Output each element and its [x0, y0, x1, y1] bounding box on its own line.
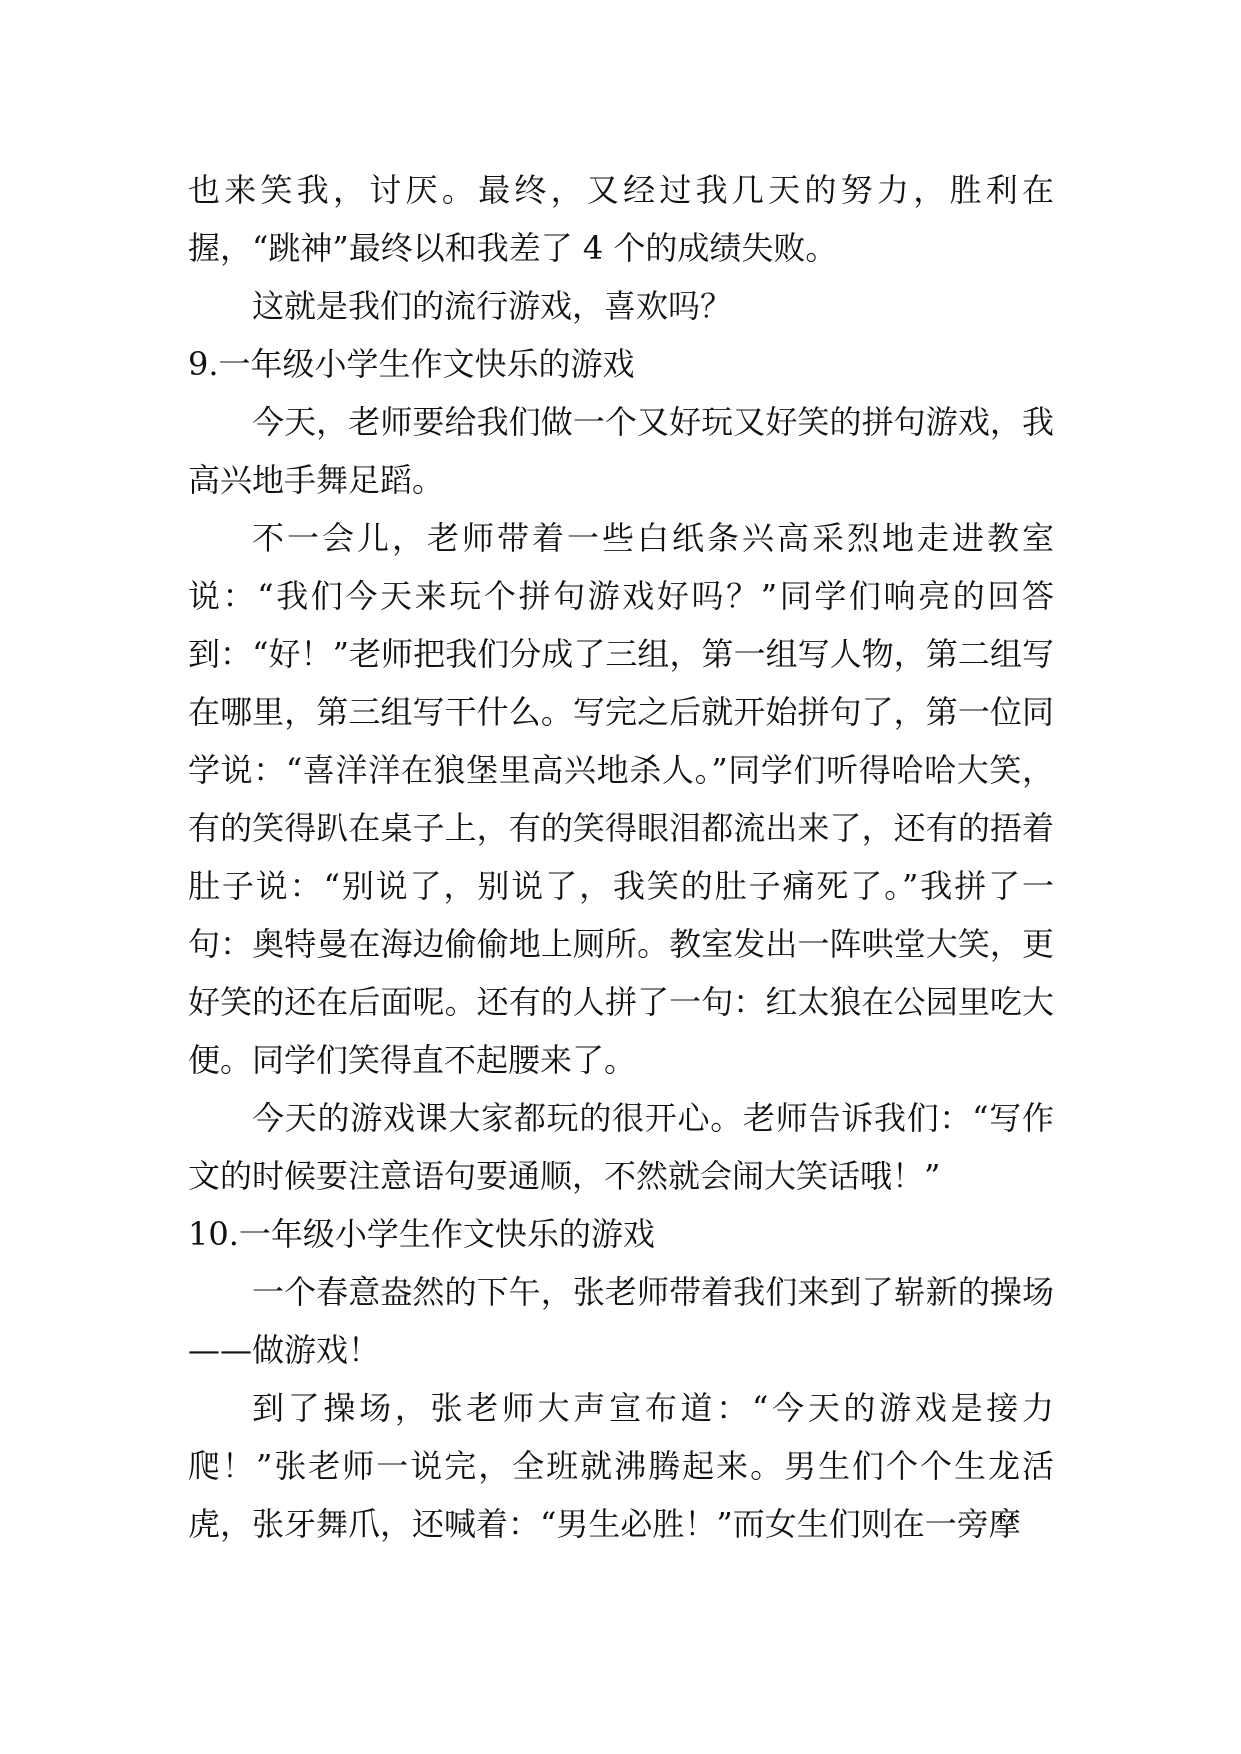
paragraph-5: 今天的游戏课大家都玩的很开心。老师告诉我们：“写作文的时候要注意语句要通顺，不然就会闹大笑话哦！” [188, 1099, 1054, 1195]
section-heading-10: 10.一年级小学生作文快乐的游戏 [188, 1215, 655, 1253]
paragraph-6: 一个春意盎然的下午，张老师带着我们来到了崭新的操场——做游戏！ [188, 1273, 1054, 1369]
document-body [188, 161, 1054, 1553]
section-heading-9: 9.一年级小学生作文快乐的游戏 [188, 345, 635, 383]
paragraph-1: 也来笑我，讨厌。最终，又经过我几天的努力，胜利在握，“跳神”最终以和我差了 4 个的成绩失败。 [188, 171, 1054, 267]
paragraph-2: 这就是我们的流行游戏，喜欢吗？ [252, 287, 733, 325]
paragraph-3: 今天，老师要给我们做一个又好玩又好笑的拼句游戏，我高兴地手舞足蹈。 [188, 403, 1054, 499]
paragraph-7: 到了操场，张老师大声宣布道：“今天的游戏是接力爬！”张老师一说完，全班就沸腾起来。男生们个个生龙活虎，张牙舞爪，还喊着：“男生必胜！”而女生们则在一旁摩 [188, 1389, 1054, 1543]
paragraph-4: 不一会儿，老师带着一些白纸条兴高采烈地走进教室说：“我们今天来玩个拼句游戏好吗？”同学们响亮的回答到：“好！”老师把我们分成了三组，第一组写人物，第二组写在哪里，第三组写干什么。写完之后就开始拼句了，第一位同学说：“喜洋洋在狼堡里高兴地杀人。”同学们听得哈哈大笑，有的笑得趴在桌子上，有的笑得眼泪都流出来了，还有的捂着肚子说：“别说了，别说了，我笑的肚子痛死了。”我拼了一句：奥特曼在海边偷偷地上厕所。教室发出一阵哄堂大笑，更好笑的还在后面呢。还有的人拼了一句：红太狼在公园里吃大便。同学们笑得直不起腰来了。 [188, 519, 1054, 1079]
